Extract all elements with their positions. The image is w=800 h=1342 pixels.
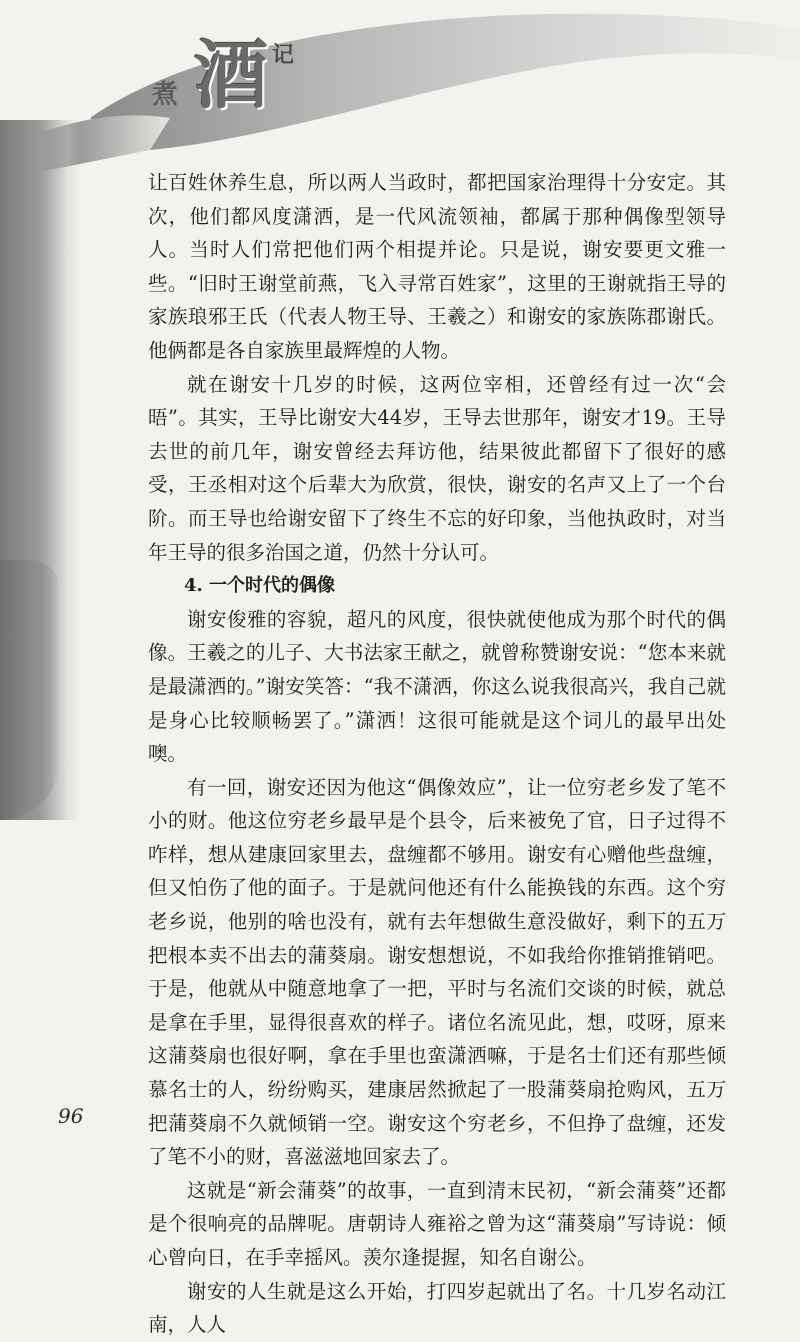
book-logo [148, 30, 318, 130]
logo-char-zhu: 煮 [152, 80, 181, 110]
paragraph: 这就是“新会蒲葵”的故事，一直到清末民初，“新会蒲葵”还都是个很响亮的品牌呢。唐朝诗人雍裕之曾为这“蒲葵扇”写诗说：倾心曾向日，在手幸摇风。羡尔逢提握，知名自谢公。 [148, 1178, 726, 1269]
section-heading: 4. 一个时代的偶像 [184, 575, 336, 597]
body-text [148, 166, 726, 1342]
paragraph: 让百姓休养生息，所以两人当政时，都把国家治理得十分安定。其次，他们都风度潇洒，是一代风流领袖，都属于那种偶像型领导人。当时人们常把他们两个相提并论。只是说，谢安要更文雅一些。“旧时王谢堂前燕，飞入寻常百姓家”，这里的王谢就指王导的家族琅邪王氏（代表人物王导、王羲之）和谢安的家族陈郡谢氏。他俩都是各自家族里最辉煌的人物。 [148, 171, 726, 362]
paragraph: 谢安俊雅的容貌，超凡的风度，很快就使他成为那个时代的偶像。王羲之的儿子、大书法家王献之，就曾称赞谢安说：“您本来就是最潇洒的。”谢安笑答：“我不潇洒，你这么说我很高兴，我自己就是身心比较顺畅罢了。”潇洒！这很可能就是这个词儿的最早出处噢。 [148, 607, 726, 766]
paragraph: 有一回，谢安还因为他这“偶像效应”，让一位穷老乡发了笔不小的财。他这位穷老乡最早是个县令，后来被免了官，日子过得不咋样，想从建康回家里去，盘缠都不够用。谢安有心赠他些盘缠，但又怕伤了他的面子。于是就问他还有什么能换钱的东西。这个穷老乡说，他别的啥也没有，就有去年想做生意没做好，剩下的五万把根本卖不出去的蒲葵扇。谢安想想说，不如我给你推销推销吧。于是，他就从中随意地拿了一把，平时与名流们交谈的时候，就总是拿在手里，显得很喜欢的样子。诸位名流见此，想，哎呀，原来这蒲葵扇也很好啊，拿在手里也蛮潇洒嘛，于是名士们还有那些倾慕名士的人，纷纷购买，建康居然掀起了一股蒲葵扇抢购风，五万把蒲葵扇不久就倾销一空。谢安这个穷老乡，不但挣了盘缠，还发了笔不小的财，喜滋滋地回家去了。 [148, 775, 726, 1169]
header-swoosh [0, 0, 800, 180]
page-number: 96 [58, 1104, 84, 1128]
logo-char-jiu: 酒 [194, 33, 268, 119]
paragraph: 谢安的人生就是这么开始，打四岁起就出了名。十几岁名动江南，人人 [148, 1279, 726, 1337]
header-decoration [0, 0, 800, 180]
left-margin-shade-lower [0, 560, 60, 820]
paragraph: 就在谢安十几岁的时候，这两位宰相，还曾经有过一次“会晤”。其实，王导比谢安大44岁，王导去世那年，谢安才19。王导去世的前几年，谢安曾经去拜访他，结果彼此都留下了很好的感受，王丞相对这个后辈大为欣赏，很快，谢安的名声又上了一个台阶。而王导也给谢安留下了终生不忘的好印象，当他执政时，对当年王导的很多治国之道，仍然十分认可。 [148, 372, 726, 564]
logo-char-ji: 记 [272, 42, 295, 68]
